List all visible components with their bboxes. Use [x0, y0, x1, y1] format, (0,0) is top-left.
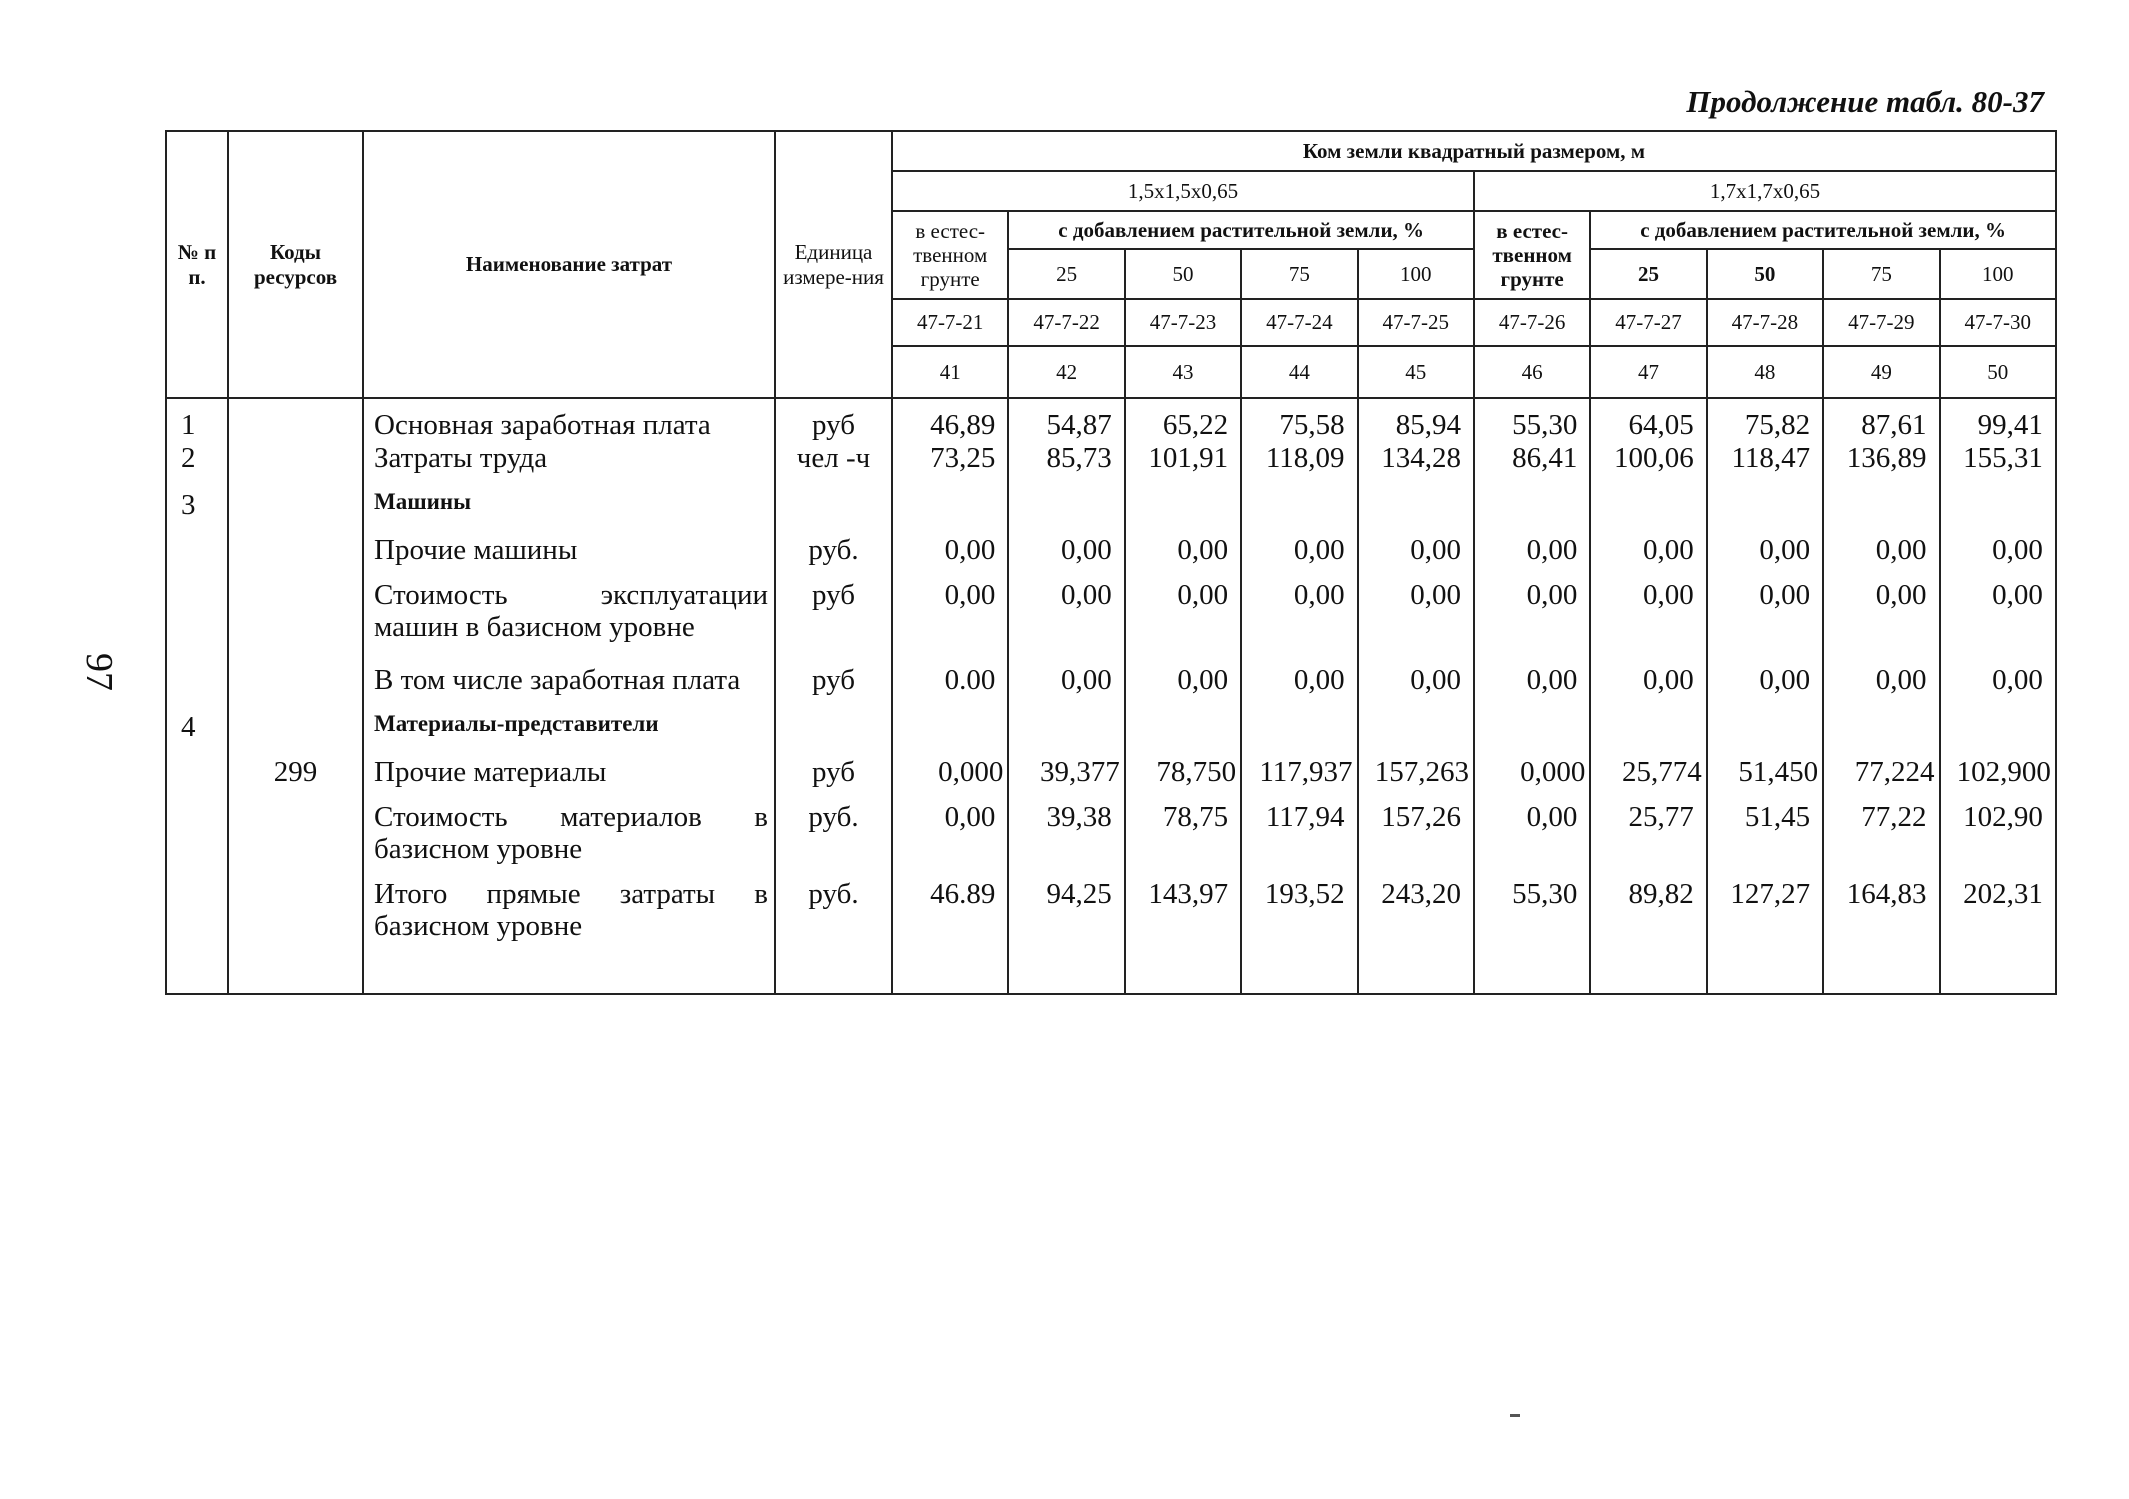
- value-cell: 75,58: [1241, 398, 1357, 442]
- resource-code: [228, 573, 363, 650]
- resource-code: [228, 795, 363, 872]
- value-cell: 0,00: [1474, 573, 1590, 650]
- table-row: [166, 650, 2056, 703]
- cost-table: [165, 130, 2055, 995]
- value-cell: 136,89: [1823, 442, 1939, 481]
- unit: руб: [775, 650, 892, 703]
- row-number: 3: [166, 481, 228, 528]
- value-cell: 0,00: [1940, 528, 2056, 573]
- header-norm-code: 47-7-30: [1940, 299, 2056, 346]
- header-col-number: 44: [1241, 346, 1357, 398]
- value-cell: 0,00: [1241, 528, 1357, 573]
- value-cell: 0,00: [1590, 650, 1706, 703]
- header-pct: 100: [1358, 249, 1474, 299]
- value-cell: 0,00: [1474, 650, 1590, 703]
- header-added-a: с добавлением растительной земли, %: [1008, 211, 1474, 249]
- value-cell: 73,25: [892, 442, 1008, 481]
- value-cell: 0,00: [1474, 528, 1590, 573]
- unit: руб: [775, 750, 892, 795]
- value-cell: 0,00: [1008, 528, 1124, 573]
- stray-mark: [1510, 1414, 1520, 1417]
- value-cell: 0,00: [1358, 650, 1474, 703]
- unit: руб.: [775, 528, 892, 573]
- unit: руб.: [775, 795, 892, 872]
- value-cell: 0,00: [1823, 573, 1939, 650]
- cost-name: Прочие материалы: [363, 750, 775, 795]
- value-cell: 127,27: [1707, 872, 1823, 994]
- value-cell: 0,00: [892, 795, 1008, 872]
- cost-name: Затраты труда: [363, 442, 775, 481]
- header-pct: 75: [1823, 249, 1939, 299]
- value-cell: 46,89: [892, 398, 1008, 442]
- header-added-b: с добавлением растительной земли, %: [1590, 211, 2056, 249]
- value-cell: 51,450: [1707, 750, 1823, 795]
- cost-name: В том числе заработная плата: [363, 650, 775, 703]
- value-cell: 101,91: [1125, 442, 1241, 481]
- header-col-number: 49: [1823, 346, 1939, 398]
- value-cell: 0,000: [892, 750, 1008, 795]
- cost-name: Прочие машины: [363, 528, 775, 573]
- value-cell: 0.00: [892, 650, 1008, 703]
- header-norm-code: 47-7-25: [1358, 299, 1474, 346]
- header-pct: 50: [1707, 249, 1823, 299]
- header-natural-a: в естес-твенном грунте: [892, 211, 1008, 299]
- value-cell: 143,97: [1125, 872, 1241, 994]
- value-cell: 157,263: [1358, 750, 1474, 795]
- header-pct: 25: [1590, 249, 1706, 299]
- cost-name: Основная заработная плата: [363, 398, 775, 442]
- section-row: [166, 481, 2056, 528]
- header-col-number: 41: [892, 346, 1008, 398]
- value-cell: 25,774: [1590, 750, 1706, 795]
- value-cell: 86,41: [1474, 442, 1590, 481]
- value-cell: 117,937: [1241, 750, 1357, 795]
- table-caption: Продолжение табл. 80-37: [1686, 84, 2044, 119]
- page-number: 97: [78, 653, 120, 691]
- header-code: Коды ресурсов: [228, 131, 363, 398]
- row-number: 1: [166, 398, 228, 442]
- value-cell: 243,20: [1358, 872, 1474, 994]
- value-cell: 0,00: [1125, 528, 1241, 573]
- value-cell: 0,00: [1823, 650, 1939, 703]
- table-row: [166, 750, 2056, 795]
- table-row: [166, 528, 2056, 573]
- value-cell: 134,28: [1358, 442, 1474, 481]
- resource-code: [228, 872, 363, 994]
- header-unit: Единица измере-ния: [775, 131, 892, 398]
- resource-code: [228, 650, 363, 703]
- header-col-number: 48: [1707, 346, 1823, 398]
- value-cell: 55,30: [1474, 398, 1590, 442]
- header-col-number: 47: [1590, 346, 1706, 398]
- value-cell: 0,00: [1590, 573, 1706, 650]
- value-cell: 39,38: [1008, 795, 1124, 872]
- value-cell: 87,61: [1823, 398, 1939, 442]
- unit: руб: [775, 398, 892, 442]
- header-col-number: 50: [1940, 346, 2056, 398]
- header-col-number: 46: [1474, 346, 1590, 398]
- header-norm-code: 47-7-28: [1707, 299, 1823, 346]
- value-cell: 77,22: [1823, 795, 1939, 872]
- value-cell: 64,05: [1590, 398, 1706, 442]
- value-cell: 0,00: [1823, 528, 1939, 573]
- value-cell: 85,73: [1008, 442, 1124, 481]
- header-norm-code: 47-7-22: [1008, 299, 1124, 346]
- value-cell: 0,000: [1474, 750, 1590, 795]
- value-cell: 0,00: [892, 573, 1008, 650]
- value-cell: 46.89: [892, 872, 1008, 994]
- value-cell: 0,00: [1241, 650, 1357, 703]
- value-cell: 118,09: [1241, 442, 1357, 481]
- header-pct: 25: [1008, 249, 1124, 299]
- row-number: [166, 750, 228, 795]
- header-size-a: 1,5х1,5х0,65: [892, 171, 1474, 211]
- row-number: [166, 795, 228, 872]
- header-pct: 75: [1241, 249, 1357, 299]
- value-cell: 164,83: [1823, 872, 1939, 994]
- row-number: [166, 650, 228, 703]
- value-cell: 202,31: [1940, 872, 2056, 994]
- value-cell: 0,00: [1474, 795, 1590, 872]
- header-name: Наименование затрат: [363, 131, 775, 398]
- row-number: 4: [166, 703, 228, 750]
- value-cell: 39,377: [1008, 750, 1124, 795]
- header-norm-code: 47-7-24: [1241, 299, 1357, 346]
- value-cell: 0,00: [892, 528, 1008, 573]
- value-cell: 54,87: [1008, 398, 1124, 442]
- header-group-title: Ком земли квадратный размером, м: [892, 131, 2056, 171]
- value-cell: 0,00: [1590, 528, 1706, 573]
- resource-code: [228, 398, 363, 442]
- value-cell: 193,52: [1241, 872, 1357, 994]
- section-heading-materials: Материалы-представители: [363, 703, 775, 750]
- cost-name: Стоимость эксплуатации машин в базисном уровне: [363, 573, 775, 650]
- value-cell: 157,26: [1358, 795, 1474, 872]
- value-cell: 118,47: [1707, 442, 1823, 481]
- value-cell: 0,00: [1707, 528, 1823, 573]
- cost-name: Итого прямые затраты в базисном уровне: [363, 872, 775, 994]
- value-cell: 0,00: [1940, 573, 2056, 650]
- header-norm-code: 47-7-23: [1125, 299, 1241, 346]
- header-size-b: 1,7х1,7х0,65: [1474, 171, 2056, 211]
- header-norm-code: 47-7-21: [892, 299, 1008, 346]
- unit: руб.: [775, 872, 892, 994]
- value-cell: 117,94: [1241, 795, 1357, 872]
- header-num: № п п.: [166, 131, 228, 398]
- value-cell: 0,00: [1358, 528, 1474, 573]
- section-heading-machines: Машины: [363, 481, 775, 528]
- header-pct: 50: [1125, 249, 1241, 299]
- value-cell: 0,00: [1008, 650, 1124, 703]
- value-cell: 0,00: [1358, 573, 1474, 650]
- value-cell: 55,30: [1474, 872, 1590, 994]
- value-cell: 78,750: [1125, 750, 1241, 795]
- table-row: [166, 573, 2056, 650]
- row-number: [166, 872, 228, 994]
- value-cell: 0,00: [1125, 573, 1241, 650]
- header-natural-b: в естес-твенном грунте: [1474, 211, 1590, 299]
- header-norm-code: 47-7-26: [1474, 299, 1590, 346]
- row-number: 2: [166, 442, 228, 481]
- unit: руб: [775, 573, 892, 650]
- value-cell: 25,77: [1590, 795, 1706, 872]
- value-cell: 94,25: [1008, 872, 1124, 994]
- value-cell: 102,90: [1940, 795, 2056, 872]
- table-row: [166, 398, 2056, 442]
- row-number: [166, 528, 228, 573]
- value-cell: 0,00: [1707, 573, 1823, 650]
- value-cell: 0,00: [1940, 650, 2056, 703]
- value-cell: 85,94: [1358, 398, 1474, 442]
- table-row: [166, 442, 2056, 481]
- value-cell: 0,00: [1241, 573, 1357, 650]
- header-pct: 100: [1940, 249, 2056, 299]
- header-norm-code: 47-7-29: [1823, 299, 1939, 346]
- header-norm-code: 47-7-27: [1590, 299, 1706, 346]
- value-cell: 51,45: [1707, 795, 1823, 872]
- unit: чел -ч: [775, 442, 892, 481]
- value-cell: 65,22: [1125, 398, 1241, 442]
- value-cell: 0,00: [1125, 650, 1241, 703]
- resource-code: 299: [228, 750, 363, 795]
- value-cell: 77,224: [1823, 750, 1939, 795]
- table-row: [166, 795, 2056, 872]
- value-cell: 78,75: [1125, 795, 1241, 872]
- resource-code: [228, 442, 363, 481]
- header-col-number: 42: [1008, 346, 1124, 398]
- header-col-number: 45: [1358, 346, 1474, 398]
- section-row: [166, 703, 2056, 750]
- cost-name: Стоимость материалов в базисном уровне: [363, 795, 775, 872]
- value-cell: 0,00: [1707, 650, 1823, 703]
- value-cell: 155,31: [1940, 442, 2056, 481]
- row-number: [166, 573, 228, 650]
- value-cell: 99,41: [1940, 398, 2056, 442]
- value-cell: 0,00: [1008, 573, 1124, 650]
- value-cell: 102,900: [1940, 750, 2056, 795]
- resource-code: [228, 528, 363, 573]
- table-row: [166, 872, 2056, 994]
- value-cell: 89,82: [1590, 872, 1706, 994]
- value-cell: 100,06: [1590, 442, 1706, 481]
- value-cell: 75,82: [1707, 398, 1823, 442]
- header-col-number: 43: [1125, 346, 1241, 398]
